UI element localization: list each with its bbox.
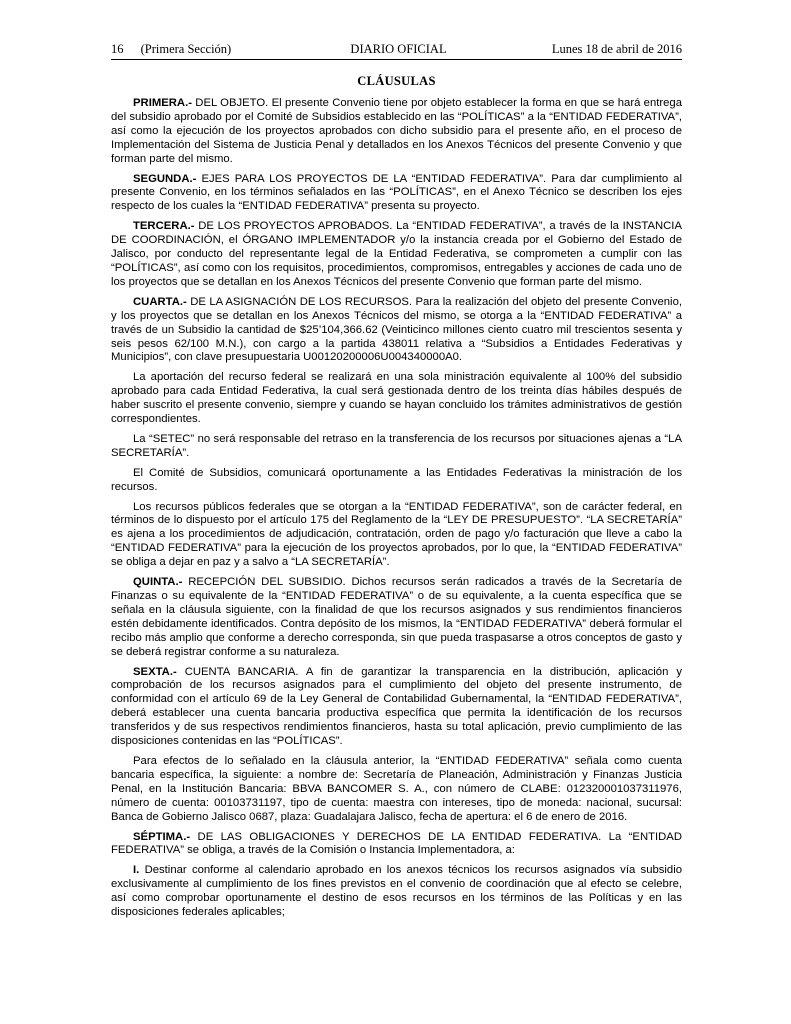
clause-text: La “SETEC” no será responsable del retraso en la transferencia de los recursos por situaciones ajenas a “LA SECRETARÍA”. [111, 432, 682, 459]
clause-paragraph [111, 173, 682, 215]
clause-paragraph [111, 371, 682, 427]
publication-name: DIARIO OFICIAL [350, 42, 447, 56]
clause-text: La aportación del recurso federal se realizará en una sola ministración equivalente al 100% del subsidio aprobado para cada Entidad Federativa, la cual será gestionada dentro de los treinta días hábiles después de haber suscrito el presente convenio, siempre y cuando se hayan concluido los trámites administrativos de gestión correspondientes. [111, 371, 682, 426]
clause-text: RECEPCIÓN DEL SUBSIDIO. Dichos recursos serán radicados a través de la Secretaría de Finanzas o su equivalente de la “ENTIDAD FEDERATIVA” o de su equivalente, a la cuenta específica que se señala en la cláusula siguiente, con la finalidad de que los recursos asignados y sus rendimientos financieros estén debidamente identificados. Contra depósito de los mismos, la “ENTIDAD FEDERATIVA” deberá formular el recibo más amplio que conforme a derecho corresponda, sin que pueda traspasarse a otros conceptos de gasto y se deberá registrar conforme a su naturaleza. [111, 576, 682, 658]
clause-text: DEL OBJETO. El presente Convenio tiene por objeto establecer la forma en que se hará entrega del subsidio aprobado por el Comité de Subsidios establecido en las “POLÍTICAS” a la “ENTIDAD FEDERATIVA”, así como la ejecución de los proyectos aprobados con dicho subsidio para el presente año, en el proceso de Implementación del Sistema de Justicia Penal y detallados en los Anexos Técnicos del presente Convenio y que forman parte del mismo. [111, 97, 682, 165]
clause-paragraph [111, 501, 682, 571]
clause-lead: PRIMERA.- [133, 97, 192, 109]
page-number: 16 [111, 42, 124, 56]
clause-text: CUENTA BANCARIA. A fin de garantizar la transparencia en la distribución, aplicación y comprobación de los recursos asignados para el cumplimiento del objeto del presente instrumento, de conformidad con el artículo 69 de la Ley General de Contabilidad Gubernamental, la “ENTIDAD FEDERATIVA”, deberá establecer una cuenta bancaria productiva específica que permita la identificación de los recursos transferidos y de sus respectivos rendimientos financieros, hasta su total aplicación, previo cumplimiento de las disposiciones contenidas en las “POLÍTICAS”. [111, 665, 682, 748]
clause-paragraph [111, 666, 682, 749]
document-page [111, 40, 682, 926]
clause-paragraph [111, 433, 682, 461]
clause-lead: QUINTA.- [133, 576, 183, 589]
clause-text: DE LAS OBLIGACIONES Y DERECHOS DE LA ENTIDAD FEDERATIVA. La “ENTIDAD FEDERATIVA” se obliga, a través de la Comisión o Instancia Implementadora, a: [111, 830, 682, 857]
document-body [111, 97, 682, 920]
clause-lead: TERCERA.- [133, 220, 195, 233]
clause-text: El Comité de Subsidios, comunicará oportunamente a las Entidades Federativas la ministración de los recursos. [111, 466, 682, 493]
clause-lead: CUARTA.- [133, 295, 187, 308]
clause-text: EJES PARA LOS PROYECTOS DE LA “ENTIDAD FEDERATIVA”. Para dar cumplimiento al presente Convenio, en los términos señalados en las “POLÍTICAS”, en el Anexo Técnico se describen los ejes respecto de los cuales la “ENTIDAD FEDERATIVA” presenta su proyecto. [111, 172, 682, 213]
clause-lead: SÉPTIMA.- [133, 830, 191, 843]
clause-paragraph [111, 220, 682, 290]
section-label: (Primera Sección) [140, 42, 232, 56]
clause-text: DE LOS PROYECTOS APROBADOS. La “ENTIDAD FEDERATIVA”, a través de la INSTANCIA DE COORDINACIÓN, el ÓRGANO IMPLEMENTADOR y/o la instancia creada por el Gobierno del Estado de Jalisco, por conducto del representante legal de la Entidad Federativa, se comprometen a cumplir con las “POLÍTICAS”, así como con los requisitos, procedimientos, compromisos, entregables y acciones de cada uno de los proyectos que se detallan en los Anexos Técnicos del presente Convenio que forman parte del mismo. [111, 220, 682, 288]
clause-paragraph [111, 755, 682, 825]
clause-text: Los recursos públicos federales que se otorgan a la “ENTIDAD FEDERATIVA”, son de carácter federal, en términos de lo dispuesto por el artículo 175 del Reglamento de la “LEY DE PRESUPUESTO”. “LA SECRETARÍA” es ajena a los procedimientos de adjudicación, contratación, orden de pago y/o facturación que lleve a cabo la “ENTIDAD FEDERATIVA” para la ejecución de los proyectos aprobados, por lo que, la “ENTIDAD FEDERATIVA” se obliga a dejar en paz y a salvo a “LA SECRETARÍA”. [111, 500, 682, 569]
clause-paragraph [111, 831, 682, 859]
header-left [111, 40, 245, 58]
clause-paragraph [111, 864, 682, 920]
clause-paragraph [111, 467, 682, 495]
clause-lead: SEXTA.- [133, 665, 177, 678]
clause-paragraph [111, 97, 682, 167]
clause-text: Destinar conforme al calendario aprobado en los anexos técnicos los recursos asignados vía subsidio exclusivamente al cumplimiento de los fines previstos en el convenio de coordinación que al efecto se celebre, así como comprobar oportunamente el destino de esos recursos en los términos de las Políticas y en las disposiciones federales aplicables; [111, 864, 682, 919]
clause-text: DE LA ASIGNACIÓN DE LOS RECURSOS. Para la realización del objeto del presente Convenio, y los proyectos que se detallan en los Anexos Técnicos del mismo, se otorga a la “ENTIDAD FEDERATIVA” a través de un Subsidio la cantidad de $25’104,366.62 (Veinticinco millones ciento cuatro mil trescientos sesenta y seis pesos 62/100 M.N.), con cargo a la partida 438011 relativa a “Subsidios a Entidades Federativas y Municipios”, con clave presupuestaria U00120200006U004340000A0. [111, 295, 682, 364]
section-title: CLÁUSULAS [357, 74, 436, 88]
clause-lead: SEGUNDA.- [133, 172, 197, 185]
clause-lead: I. [133, 864, 140, 877]
publication-date: Lunes 18 de abril de 2016 [551, 42, 682, 56]
clause-text: Para efectos de lo señalado en la cláusula anterior, la “ENTIDAD FEDERATIVA” señala como cuenta bancaria específica, la siguiente: a nombre de: Secretaría de Planeación, Administración y Finanzas Justicia Penal, en la Institución Bancaria: BBVA BANCOMER S. A., con número de CLABE: 012320001037311976, número de cuenta: 00103731197, tipo de cuenta: maestra con intereses, tipo de moneda: nacional, sucursal: Banca de Gobierno Jalisco 0687, plaza: Guadalajara Jalisco, fecha de apertura: el 6 de enero de 2016. [111, 754, 682, 823]
page-header [111, 40, 682, 60]
clause-paragraph [111, 576, 682, 659]
clause-paragraph [111, 296, 682, 366]
